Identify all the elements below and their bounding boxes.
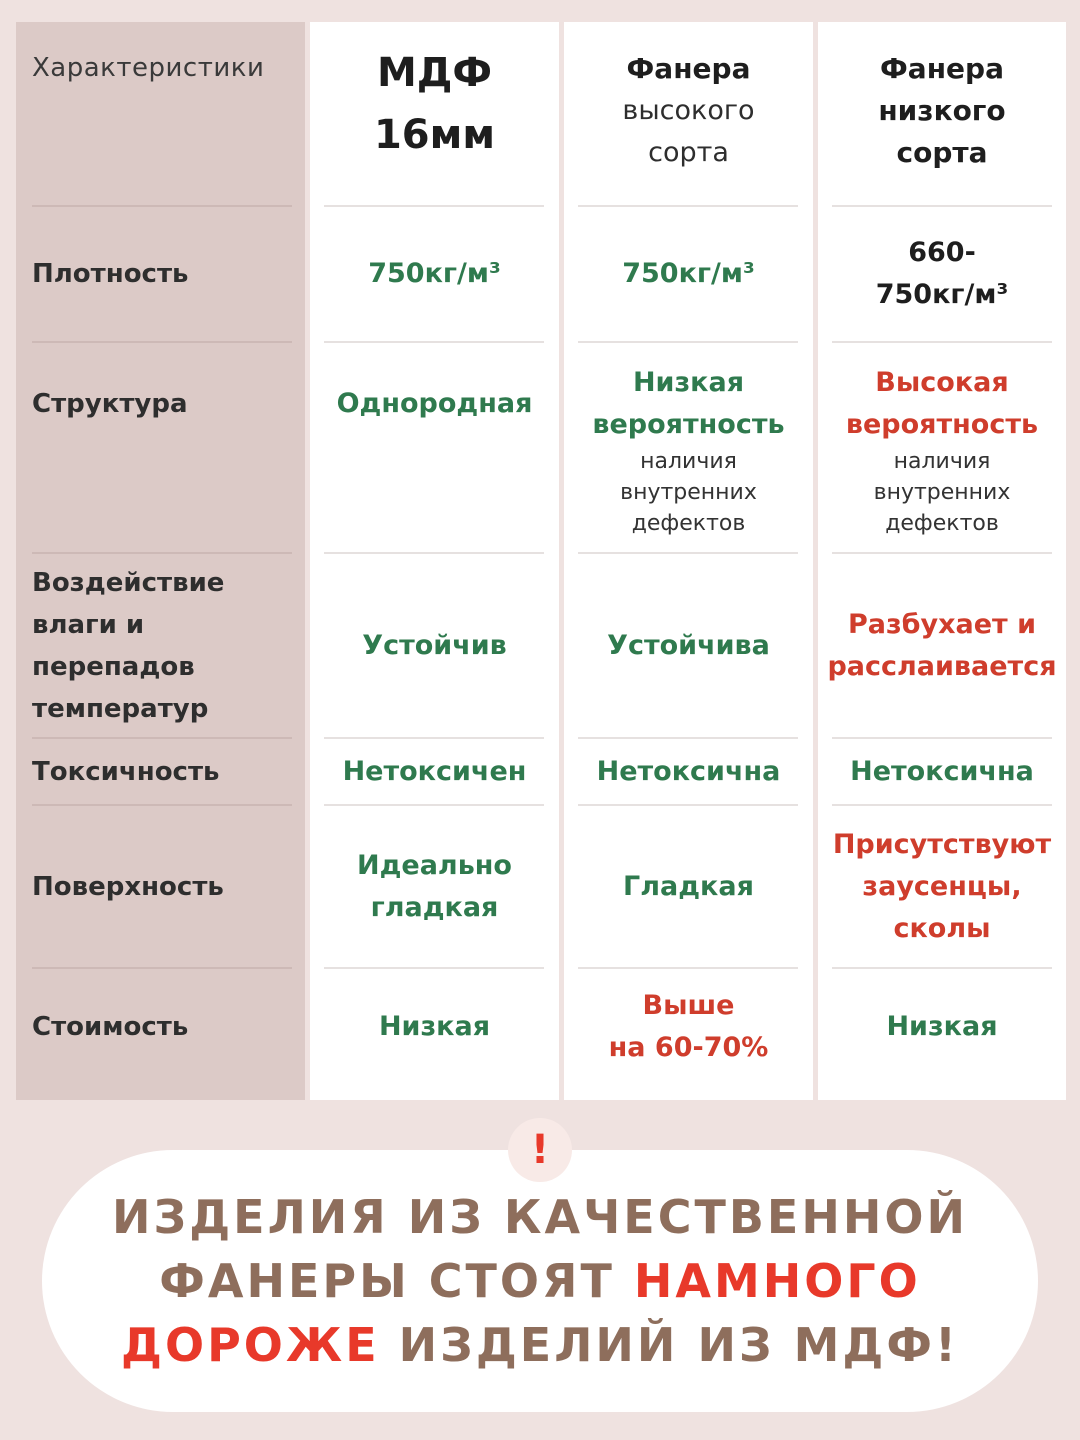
row-divider: [578, 341, 798, 343]
label-cost-cell: [16, 969, 305, 1085]
plywood-low-toxicity-cell: [818, 739, 1066, 805]
mdf-moisture-cell: [310, 554, 559, 738]
conclusion-banner: [42, 1150, 1038, 1412]
mdf-surface-line: Идеально: [357, 849, 512, 881]
header-plywood-high-line: высокого: [622, 95, 755, 126]
mdf-structure-cell: [310, 343, 559, 465]
header-plywood-high-line: сорта: [648, 137, 729, 168]
label-density: Плотность: [32, 259, 189, 289]
comparison-table: [16, 22, 1066, 1100]
label-cost: Стоимость: [32, 1012, 189, 1042]
plywood-low-toxicity-value: Нетоксична: [850, 756, 1034, 787]
banner-text: ФАНЕРЫ СТОЯТ: [159, 1254, 634, 1308]
plywood-high-structure-main: Низкая: [632, 366, 745, 398]
label-moisture-line: температур: [32, 694, 209, 724]
plywood-low-structure-main: Высокая: [875, 366, 1009, 398]
mdf-density-cell: [310, 207, 559, 341]
mdf-structure-value: Однородная: [336, 388, 533, 419]
row-divider: [832, 341, 1052, 343]
plywood-low-surface-cell: [818, 806, 1066, 967]
label-surface-cell: [16, 806, 305, 967]
plywood-low-structure-sub: внутренних: [873, 479, 1011, 505]
column-characteristics: [16, 22, 305, 1100]
plywood-low-structure-main: вероятность: [845, 408, 1039, 440]
header-mdf-cell: [310, 42, 559, 166]
plywood-low-moisture-cell: [818, 554, 1066, 738]
plywood-low-moisture-line: расслаивается: [827, 651, 1057, 682]
label-moisture-line: Воздействие: [32, 568, 225, 598]
header-plywood-low-line: Фанера: [880, 52, 1004, 85]
plywood-low-structure-sub: дефектов: [885, 510, 999, 536]
plywood-low-structure-cell: [818, 360, 1066, 540]
label-toxicity: Токсичность: [32, 757, 220, 787]
plywood-high-structure-cell: [564, 360, 813, 540]
exclamation-icon: [508, 1118, 572, 1182]
plywood-high-structure-sub: внутренних: [620, 479, 757, 505]
plywood-high-toxicity-value: Нетоксична: [596, 756, 781, 787]
plywood-high-cost-cell: [564, 969, 813, 1085]
banner-highlight: ДОРОЖЕ: [121, 1318, 380, 1372]
banner-line-3: [121, 1313, 959, 1377]
plywood-low-surface-line: заусенцы,: [862, 870, 1022, 902]
mdf-cost-cell: [310, 969, 559, 1085]
plywood-low-cost-value: Низкая: [886, 1011, 998, 1042]
plywood-low-structure-sub: наличия: [893, 448, 991, 474]
plywood-low-surface-line: сколы: [893, 912, 991, 944]
plywood-high-moisture-cell: [564, 554, 813, 738]
mdf-density-value: 750кг/м³: [368, 258, 501, 289]
banner-line-2: [159, 1249, 921, 1313]
banner-text: ИЗДЕЛИЯ ИЗ КАЧЕСТВЕННОЙ: [112, 1190, 968, 1244]
banner-highlight: НАМНОГО: [633, 1254, 921, 1308]
plywood-high-toxicity-cell: [564, 739, 813, 805]
mdf-moisture-value: Устойчив: [362, 630, 507, 661]
column-plywood-low: [818, 22, 1066, 1100]
column-plywood-high: [564, 22, 813, 1100]
label-surface: Поверхность: [32, 871, 224, 902]
plywood-low-moisture-line: Разбухает и: [847, 609, 1037, 640]
plywood-high-structure-main: вероятность: [592, 408, 785, 440]
label-structure: Структура: [32, 389, 188, 419]
header-plywood-high-cell: [564, 46, 813, 176]
header-plywood-low-line: сорта: [896, 136, 988, 169]
plywood-high-surface-value: Гладкая: [623, 870, 754, 902]
plywood-high-cost-line: Выше: [642, 990, 735, 1021]
mdf-cost-value: Низкая: [378, 1011, 491, 1042]
plywood-low-density-cell: [818, 207, 1066, 341]
plywood-high-structure-sub: дефектов: [631, 510, 746, 536]
banner-text: ИЗДЕЛИЙ ИЗ МДФ!: [379, 1318, 959, 1372]
header-label: Характеристики: [32, 53, 265, 83]
plywood-low-cost-cell: [818, 969, 1066, 1085]
mdf-toxicity-cell: [310, 739, 559, 805]
label-toxicity-cell: [16, 739, 305, 805]
label-moisture-line: влаги и: [32, 610, 145, 640]
header-plywood-low-cell: [818, 46, 1066, 176]
label-density-cell: [16, 207, 305, 341]
plywood-high-density-cell: [564, 207, 813, 341]
header-plywood-low-line: низкого: [878, 94, 1006, 127]
mdf-toxicity-value: Нетоксичен: [342, 756, 527, 787]
column-mdf: [310, 22, 559, 1100]
plywood-high-surface-cell: [564, 806, 813, 967]
plywood-low-surface-line: Присутствуют: [832, 828, 1052, 860]
mdf-surface-cell: [310, 806, 559, 967]
plywood-high-structure-sub: наличия: [640, 448, 737, 474]
header-label-cell: [16, 22, 305, 114]
header-mdf-line: МДФ: [376, 50, 493, 96]
plywood-high-density-value: 750кг/м³: [622, 258, 755, 289]
mdf-surface-line: гладкая: [370, 891, 499, 923]
plywood-low-density-line: 660-: [908, 237, 976, 268]
label-moisture-cell: [16, 554, 305, 738]
header-mdf-line: 16мм: [373, 112, 496, 158]
label-moisture-line: перепадов: [32, 652, 195, 682]
plywood-low-density-line: 750кг/м³: [875, 279, 1009, 310]
label-structure-cell: [16, 343, 305, 465]
plywood-high-cost-line: на 60-70%: [608, 1032, 769, 1063]
exclamation-mark: !: [530, 1127, 550, 1173]
plywood-high-moisture-value: Устойчива: [607, 630, 770, 661]
header-plywood-high-title: Фанера: [626, 52, 751, 85]
banner-line-1: [112, 1185, 968, 1249]
